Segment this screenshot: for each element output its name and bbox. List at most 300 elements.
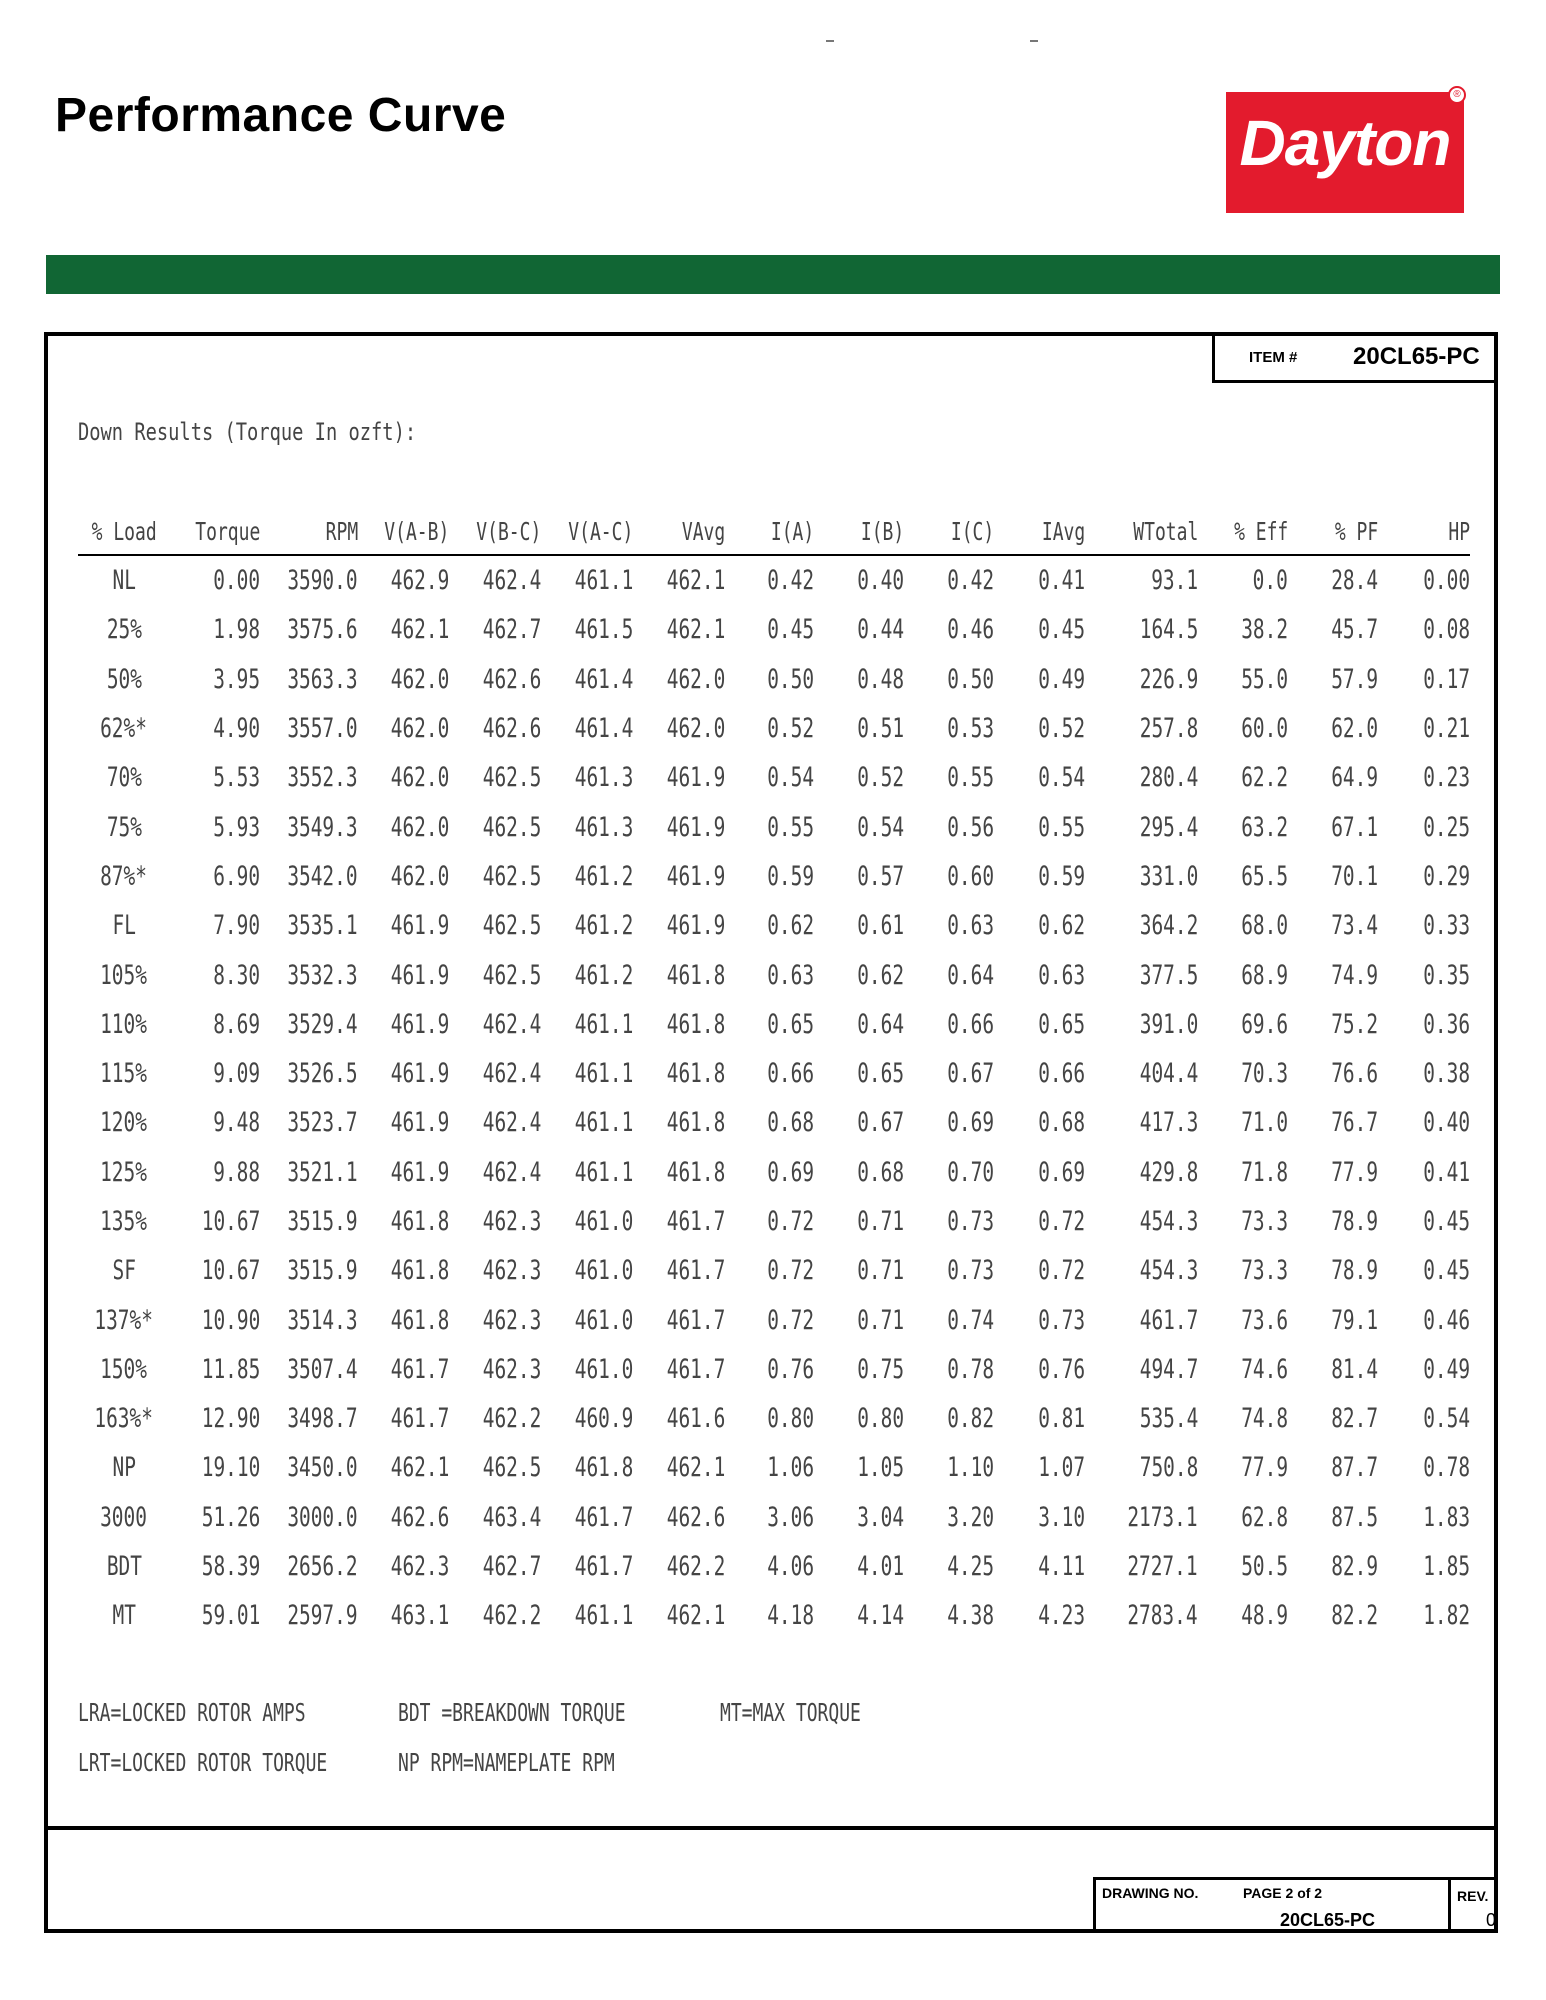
cell-value: 0.40 [1423,1107,1470,1139]
cell-value: 461.9 [391,1107,450,1139]
cell-value: 0.40 [857,565,904,597]
cell-value: 110% [100,1008,148,1040]
table-cell [904,901,994,950]
cell-value: 461.0 [574,1353,634,1385]
cell-value: 70.3 [1241,1058,1288,1090]
cell-value: 28.4 [1331,565,1379,597]
legend-lrt: LRT=LOCKED ROTOR TORQUE [78,1748,328,1777]
table-cell [1085,1295,1198,1344]
table-cell [1288,753,1378,802]
cell-value: 0.74 [947,1304,995,1336]
table-cell [78,852,170,901]
column-header-label: V(A-C) [568,516,634,546]
table-cell [260,950,358,999]
cell-value: 3000.0 [287,1501,358,1533]
table-cell [542,605,634,654]
cell-value: 0.17 [1423,663,1470,695]
cell-value: 0.0 [1252,565,1288,597]
table-cell [260,1148,358,1197]
table-cell [1198,655,1288,704]
table-cell [725,1443,815,1492]
table-cell [78,1049,170,1098]
table-cell [994,1049,1084,1098]
table-cell [542,1443,634,1492]
table-cell [170,1493,260,1542]
cell-value: 69.6 [1241,1008,1288,1040]
table-cell [633,605,724,654]
table-cell [904,753,994,802]
table-cell [1198,1049,1288,1098]
cell-value: 6.90 [213,860,261,892]
table-cell [78,1000,170,1049]
table-cell [450,655,542,704]
table-cell [358,1345,450,1394]
cell-value: 59.01 [201,1600,261,1632]
cell-value: 461.7 [1139,1304,1198,1336]
table-cell [814,901,904,950]
table-cell [904,1197,994,1246]
table-cell [450,555,542,605]
table-cell [358,802,450,851]
table-cell [1288,1493,1378,1542]
cell-value: 462.3 [483,1206,542,1237]
cell-value: 0.42 [947,565,995,597]
table-cell [260,802,358,851]
cell-value: 0.69 [947,1107,995,1139]
table-cell [170,655,260,704]
cell-value: 461.0 [574,1304,634,1336]
cell-value: 0.75 [857,1353,904,1385]
table-cell [450,1345,542,1394]
table-cell [78,753,170,802]
cell-value: 68.0 [1241,910,1288,942]
cell-value: 3507.4 [287,1353,358,1385]
cell-value: 461.9 [391,910,450,942]
cell-value: 0.00 [1423,565,1470,597]
table-cell [725,605,815,654]
cell-value: 0.63 [767,959,815,991]
table-cell [450,901,542,950]
table-cell [633,1542,724,1591]
table-row [78,1295,1470,1344]
logo-text: Dayton [1239,107,1451,179]
table-cell [1288,1295,1378,1344]
table-cell [904,1394,994,1443]
cell-value: 0.73 [947,1206,995,1237]
cell-value: 461.7 [666,1353,725,1385]
table-cell [1378,753,1470,802]
cell-value: 0.54 [767,762,815,794]
title-block [1093,1877,1498,1933]
cell-value: 0.51 [857,713,904,745]
cell-value: 74.8 [1241,1403,1288,1435]
cell-value: 4.90 [213,713,261,745]
cell-value: 5.93 [213,811,261,843]
cell-value: 461.1 [574,1008,634,1040]
cell-value: 377.5 [1139,959,1198,991]
cell-value: 257.8 [1139,713,1198,745]
table-cell [814,1246,904,1295]
table-cell [994,1197,1084,1246]
table-cell [904,1345,994,1394]
cell-value: 0.63 [947,910,995,942]
table-cell [994,1542,1084,1591]
cell-value: 137%* [94,1304,154,1336]
header-band [46,255,1500,294]
table-cell [1378,605,1470,654]
table-cell [260,1591,358,1640]
cell-value: 454.3 [1139,1255,1198,1287]
cell-value: 0.62 [767,910,815,942]
table-cell [1378,1295,1470,1344]
table-cell [725,1246,815,1295]
table-cell [1085,1000,1198,1049]
cell-value: 0.36 [1423,1008,1470,1040]
table-cell [1198,1493,1288,1542]
table-cell [904,555,994,605]
table-cell [450,1542,542,1591]
cell-value: 82.2 [1331,1600,1379,1632]
cell-value: 3535.1 [287,910,358,942]
table-cell [1085,1394,1198,1443]
table-cell [994,753,1084,802]
cell-value: 461.8 [666,959,725,991]
table-cell [1288,1049,1378,1098]
cell-value: NL [112,565,136,597]
cell-value: 75% [106,811,142,843]
table-row [78,950,1470,999]
cell-value: 462.2 [483,1403,542,1435]
cell-value: 0.80 [857,1403,904,1435]
cell-value: 77.9 [1331,1156,1379,1188]
table-cell [1085,1542,1198,1591]
cell-value: 120% [100,1107,148,1139]
cell-value: 461.8 [391,1206,450,1237]
table-cell [725,1049,815,1098]
table-cell [1198,1591,1288,1640]
cell-value: 0.81 [1037,1403,1085,1435]
column-header [725,508,815,555]
cell-value: 0.54 [1423,1403,1470,1435]
table-cell [1288,605,1378,654]
table-cell [1085,655,1198,704]
table-cell [1085,901,1198,950]
table-cell [450,1148,542,1197]
cell-value: 0.71 [857,1206,904,1237]
cell-value: 0.52 [1037,713,1085,745]
table-cell [78,605,170,654]
cell-value: 0.82 [947,1403,995,1435]
table-cell [994,704,1084,753]
cell-value: 462.4 [483,1156,542,1188]
table-cell [814,1049,904,1098]
cell-value: 8.30 [213,959,261,991]
table-cell [725,655,815,704]
table-cell [450,1049,542,1098]
table-cell [358,901,450,950]
table-cell [170,605,260,654]
cell-value: 9.48 [213,1107,261,1139]
cell-value: 75.2 [1331,1008,1379,1040]
cell-value: 750.8 [1139,1452,1198,1484]
table-cell [1198,901,1288,950]
cell-value: 1.82 [1423,1600,1470,1632]
cell-value: 64.9 [1331,762,1379,794]
table-cell [814,1443,904,1492]
table-cell [78,802,170,851]
cell-value: 461.8 [574,1452,634,1484]
cell-value: 0.52 [857,762,904,794]
cell-value: 4.18 [767,1600,815,1632]
table-cell [994,1493,1084,1542]
cell-value: 3542.0 [287,860,358,892]
table-cell [1288,950,1378,999]
column-header-label: VAvg [681,516,725,546]
table-cell [260,1394,358,1443]
cell-value: 1.10 [947,1452,995,1484]
cell-value: 226.9 [1139,663,1198,695]
cell-value: 0.70 [947,1156,995,1188]
cell-value: 0.64 [857,1008,904,1040]
cell-value: 4.11 [1037,1551,1085,1583]
table-cell [450,1591,542,1640]
cell-value: 364.2 [1139,910,1198,942]
table-header-row [78,508,1470,555]
column-header-label: IAvg [1041,516,1085,546]
table-cell [814,1493,904,1542]
table-cell [904,1542,994,1591]
cell-value: 0.38 [1423,1058,1470,1090]
table-cell [542,1394,634,1443]
table-cell [78,1148,170,1197]
table-cell [450,605,542,654]
table-row [78,1148,1470,1197]
cell-value: 3000 [100,1501,148,1533]
table-cell [904,1443,994,1492]
item-number-box [1212,333,1498,383]
table-cell [1288,1542,1378,1591]
cell-value: 0.66 [947,1008,995,1040]
table-cell [78,950,170,999]
cell-value: 0.65 [1037,1008,1085,1040]
cell-value: 68.9 [1241,959,1288,991]
table-cell [633,1394,724,1443]
table-cell [450,802,542,851]
cell-value: 0.00 [213,565,261,597]
cell-value: 4.14 [857,1600,904,1632]
table-cell [260,1098,358,1147]
table-cell [1288,1443,1378,1492]
cell-value: 125% [100,1156,148,1188]
cell-value: 462.4 [483,1058,542,1090]
cell-value: 391.0 [1139,1008,1198,1040]
cell-value: 93.1 [1151,565,1198,597]
table-cell [1198,704,1288,753]
column-header [633,508,724,555]
table-cell [1085,555,1198,605]
cell-value: 62%* [100,713,148,745]
table-cell [1085,753,1198,802]
cell-value: 462.2 [666,1551,725,1583]
table-cell [1085,1591,1198,1640]
cell-value: 9.88 [213,1156,261,1188]
table-row [78,1197,1470,1246]
cell-value: 280.4 [1139,762,1198,794]
table-cell [358,1493,450,1542]
table-cell [1085,605,1198,654]
table-cell [725,1000,815,1049]
column-header-label: HP [1448,516,1470,546]
table-cell [1378,1148,1470,1197]
cell-value: 461.8 [666,1156,725,1188]
table-cell [633,802,724,851]
table-cell [78,1493,170,1542]
cell-value: 0.66 [1037,1058,1085,1090]
page-label: PAGE 2 of 2 [1243,1885,1323,1901]
table-cell [814,1197,904,1246]
cell-value: 79.1 [1331,1304,1379,1336]
table-cell [1288,1148,1378,1197]
cell-value: 461.9 [391,1008,450,1040]
table-cell [1378,901,1470,950]
table-cell [450,1295,542,1344]
cell-value: 0.45 [767,614,815,646]
table-cell [994,1000,1084,1049]
cell-value: 73.6 [1241,1304,1288,1336]
table-cell [78,1443,170,1492]
cell-value: 78.9 [1331,1255,1379,1287]
table-cell [994,950,1084,999]
cell-value: 461.0 [574,1255,634,1287]
table-cell [78,555,170,605]
table-cell [170,1148,260,1197]
table-cell [450,1443,542,1492]
cell-value: 0.69 [767,1156,815,1188]
table-cell [260,852,358,901]
cell-value: 3590.0 [287,565,358,597]
table-cell [170,950,260,999]
table-cell [358,1098,450,1147]
footer-divider [44,1826,1498,1830]
table-cell [994,605,1084,654]
column-header [994,508,1084,555]
cell-value: 0.52 [767,713,815,745]
cell-value: 461.9 [391,1058,450,1090]
table-cell [170,1394,260,1443]
table-cell [814,1295,904,1344]
table-cell [994,1246,1084,1295]
cell-value: 0.66 [767,1058,815,1090]
table-cell [633,655,724,704]
cell-value: 67.1 [1331,811,1379,843]
table-row [78,1542,1470,1591]
cell-value: 461.2 [574,959,634,991]
item-value: 20CL65-PC [1353,343,1480,370]
table-cell [1085,1049,1198,1098]
table-cell [1085,704,1198,753]
cell-value: 0.60 [947,860,995,892]
cell-value: 461.3 [574,811,634,843]
cell-value: NP [112,1452,136,1484]
cell-value: 70% [106,762,142,794]
item-label: ITEM # [1249,349,1298,366]
cell-value: 0.49 [1037,663,1085,695]
cell-value: 3514.3 [287,1304,358,1336]
cell-value: 463.1 [391,1600,450,1632]
cell-value: 462.1 [391,614,450,646]
cell-value: 8.69 [213,1008,261,1040]
cell-value: 462.7 [483,614,542,646]
table-cell [542,1148,634,1197]
table-cell [1378,1000,1470,1049]
cell-value: 0.50 [947,663,995,695]
table-cell [1288,1394,1378,1443]
scan-mark [1030,40,1038,42]
table-cell [1288,1591,1378,1640]
table-cell [633,901,724,950]
table-cell [450,753,542,802]
rev-label: REV. [1457,1888,1489,1904]
table-cell [1288,1000,1378,1049]
table-cell [1378,555,1470,605]
table-cell [904,704,994,753]
cell-value: 63.2 [1241,811,1288,843]
table-cell [542,1098,634,1147]
table-cell [904,1493,994,1542]
table-cell [170,555,260,605]
cell-value: 82.7 [1331,1403,1379,1435]
cell-value: 62.0 [1331,713,1379,745]
table-cell [1085,1246,1198,1295]
table-row [78,704,1470,753]
dayton-logo [1226,89,1464,213]
column-header [450,508,542,555]
table-cell [814,802,904,851]
cell-value: 87%* [100,860,148,892]
table-cell [542,1000,634,1049]
cell-value: 0.23 [1423,762,1470,794]
cell-value: 50% [106,663,142,695]
cell-value: 12.90 [201,1403,261,1435]
table-cell [78,704,170,753]
table-cell [358,1443,450,1492]
drawing-no-value: 20CL65-PC [1280,1910,1376,1930]
column-header-label: V(B-C) [476,516,542,546]
cell-value: 462.6 [483,663,542,695]
cell-value: 461.9 [666,910,725,942]
cell-value: 0.65 [767,1008,815,1040]
cell-value: 77.9 [1241,1452,1288,1484]
cell-value: 462.4 [483,565,542,597]
table-row [78,555,1470,605]
table-cell [1288,852,1378,901]
table-cell [1378,1542,1470,1591]
table-cell [1288,1345,1378,1394]
cell-value: 461.7 [666,1304,725,1336]
cell-value: 76.7 [1331,1107,1379,1139]
table-cell [633,1197,724,1246]
table-cell [725,901,815,950]
table-cell [542,950,634,999]
cell-value: 461.1 [574,1058,634,1090]
table-cell [542,1295,634,1344]
table-cell [1378,1443,1470,1492]
page-title: Performance Curve [55,89,507,142]
table-cell [1198,753,1288,802]
cell-value: 0.67 [947,1058,995,1090]
table-cell [542,901,634,950]
legend-np: NP RPM=NAMEPLATE RPM [398,1748,615,1777]
